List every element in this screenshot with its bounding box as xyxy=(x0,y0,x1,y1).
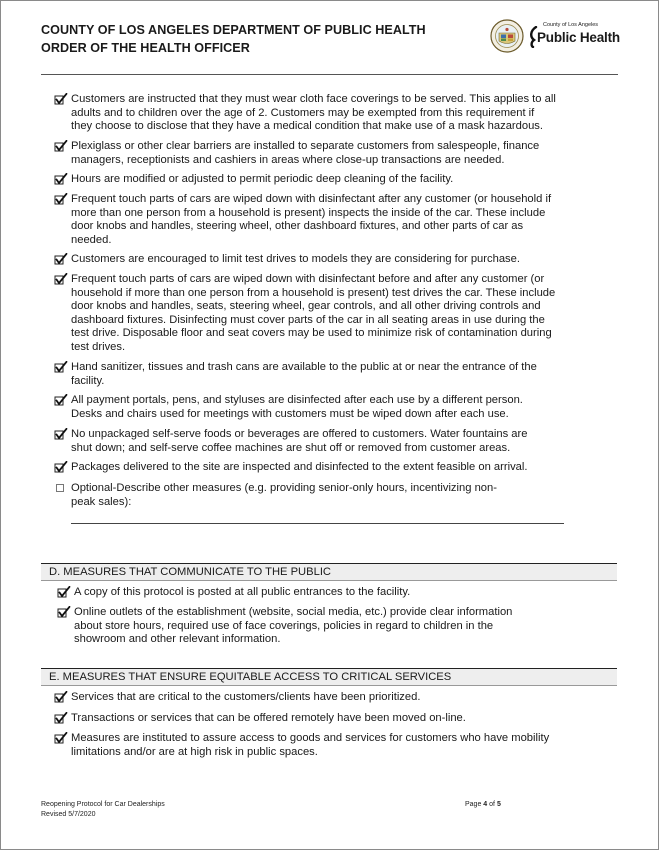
checklist-item-text xyxy=(71,273,555,355)
checklist-item-line: test drive. Disposable floor and seat covers may be used to minimize risk of contamination during xyxy=(71,327,552,340)
checklist-item-line: Frequent touch parts of cars are wiped down with disinfectant after any customer (or household if xyxy=(71,193,552,205)
checkbox-checked-icon[interactable] xyxy=(57,586,71,599)
checklist-item-line: test drives. xyxy=(71,340,126,353)
checklist-item-line: All payment portals, pens, and styluses are disinfected after each use by a different person. xyxy=(71,394,523,406)
checklist-item-line: door knobs and handles, seats, steering wheel, gear controls, and all other driving controls and xyxy=(71,300,541,313)
checkbox-checked-icon[interactable] xyxy=(54,394,68,407)
checklist-item-text xyxy=(71,253,520,267)
checklist-item-text xyxy=(71,173,453,187)
checklist-item-line: Services that are critical to the customers/clients have been prioritized. xyxy=(71,691,421,703)
checklist-item-text xyxy=(71,461,527,475)
section-d-heading xyxy=(41,563,617,581)
checklist-item-line: Transactions or services that can be offered remotely have been moved on-line. xyxy=(71,712,466,724)
checklist-item-line: needed. xyxy=(71,233,112,246)
checklist-item-line: household if more than one person from a household is present) test drives the car. These include xyxy=(71,286,556,299)
checklist-item-text xyxy=(71,394,523,421)
page-current: 4 xyxy=(483,801,488,808)
checklist-item-line: managers, receptionists and cashiers in areas where close-up transactions are needed. xyxy=(71,153,505,166)
checklist-item-line: Hours are modified or adjusted to permit periodic deep cleaning of the facility. xyxy=(71,173,454,185)
checklist-item-line: about store hours, required use of face coverings, policies in regard to children in the xyxy=(74,619,494,632)
header-title-line1: COUNTY OF LOS ANGELES DEPARTMENT OF PUBLIC HEALTH xyxy=(41,23,426,37)
checkbox-checked-icon[interactable] xyxy=(54,253,68,266)
checklist-item-line: Plexiglass or other clear barriers are installed to separate customers from salespeople, finance xyxy=(71,140,540,152)
checkbox-checked-icon[interactable] xyxy=(54,691,68,704)
section-e-heading xyxy=(41,668,617,686)
header-title-line2: ORDER OF THE HEALTH OFFICER xyxy=(41,41,250,55)
checkbox-checked-icon[interactable] xyxy=(54,428,68,441)
checklist-item-line: Optional-Describe other measures (e.g. providing senior-only hours, incentivizing non- xyxy=(71,482,497,494)
checklist-item-line: dashboard fixtures. Disinfecting must cover parts of the car in all seating areas in use during the xyxy=(71,313,545,326)
checklist-item-text xyxy=(71,428,527,455)
checklist-item-line: they choose to disclose that they have a medical condition that make use of a mask hazardous. xyxy=(71,120,544,133)
checklist-item-text xyxy=(71,732,549,759)
footer-left xyxy=(41,800,165,819)
optional-measures-blank-line[interactable] xyxy=(71,523,564,524)
checkbox-checked-icon[interactable] xyxy=(54,273,68,286)
logo-county-text: County of Los Angeles xyxy=(543,22,599,28)
checkbox-checked-icon[interactable] xyxy=(57,606,71,619)
checklist-item-line: Customers are encouraged to limit test drives to models they are considering for purchase. xyxy=(71,253,520,265)
checkbox-checked-icon[interactable] xyxy=(54,732,68,745)
checklist-item-text xyxy=(71,93,556,134)
checklist-item-line: Measures are instituted to assure access to goods and services for customers who have mobility xyxy=(71,732,550,744)
document-header-title xyxy=(41,21,426,57)
checkbox-checked-icon[interactable] xyxy=(54,361,68,374)
checklist-item-text xyxy=(71,712,466,726)
checklist-item-text xyxy=(74,606,512,647)
checklist-item-line: Frequent touch parts of cars are wiped down with disinfectant before and after any customer (or xyxy=(71,273,545,285)
header-divider xyxy=(41,74,618,75)
section-e-heading-text: E. MEASURES THAT ENSURE EQUITABLE ACCESS TO CRITICAL SERVICES xyxy=(49,671,452,683)
checklist-item-text xyxy=(71,193,551,247)
page-total: 5 xyxy=(496,801,501,808)
checklist-item-text xyxy=(71,361,537,388)
checklist-item-line: Packages delivered to the site are inspected and disinfected to the extent feasible on arrival. xyxy=(71,461,528,473)
checklist-item-line: facility. xyxy=(71,374,105,387)
checklist-item-line: A copy of this protocol is posted at all public entrances to the facility. xyxy=(74,586,411,598)
checklist-item-text xyxy=(71,482,497,509)
checkbox-checked-icon[interactable] xyxy=(54,93,68,106)
checklist-item-line: adults and to children over the age of 2. Customers may be exempted from this requirement if xyxy=(71,106,535,119)
checkbox-checked-icon[interactable] xyxy=(54,173,68,186)
footer-doc-title: Reopening Protocol for Car Dealerships xyxy=(41,801,165,808)
checklist-item-line: Customers are instructed that they must wear cloth face coverings to be served. This applies to all xyxy=(71,93,556,105)
checkbox-checked-icon[interactable] xyxy=(54,712,68,725)
checklist-item-text xyxy=(71,691,420,705)
checklist-item-text xyxy=(71,140,539,167)
footer-page-number: Page 4 of 5 xyxy=(465,801,501,808)
checkbox-unchecked-icon[interactable] xyxy=(54,482,68,495)
checklist-item-text xyxy=(74,586,410,600)
checklist-item-line: Desks and chairs used for meetings with customers must be wiped down after each use. xyxy=(71,407,509,420)
checklist-item-line: showroom and other relevant information. xyxy=(74,633,281,646)
footer-revised-date: Revised 5/7/2020 xyxy=(41,810,96,818)
checklist-item-line: peak sales): xyxy=(71,495,132,508)
checkbox-checked-icon[interactable] xyxy=(54,193,68,206)
section-d-heading-text: D. MEASURES THAT COMMUNICATE TO THE PUBLIC xyxy=(49,566,332,578)
checklist-item-line: more than one person from a household is present) inspects the inside of the car. These include xyxy=(71,206,546,219)
checklist-item-line: Online outlets of the establishment (website, social media, etc.) provide clear information xyxy=(74,606,513,618)
checklist-item-line: Hand sanitizer, tissues and trash cans are available to the public at or near the entrance of the xyxy=(71,361,537,373)
county-seal-icon xyxy=(490,19,524,53)
logo-public-health-text: Public Health xyxy=(537,30,620,45)
public-health-logo xyxy=(529,22,623,52)
checklist-item-line: shut down; and self-serve coffee machines are shut off or removed from customer areas. xyxy=(71,441,511,454)
checkbox-checked-icon[interactable] xyxy=(54,461,68,474)
checkbox-checked-icon[interactable] xyxy=(54,140,68,153)
checklist-item-line: No unpackaged self-serve foods or beverages are offered to customers. Water fountains are xyxy=(71,428,528,440)
checklist-item-line: limitations and/or are at high risk in public spaces. xyxy=(71,745,318,758)
checklist-item-line: door knobs and handles, steering wheel, other dashboard fixtures, and other parts of car as xyxy=(71,220,524,233)
